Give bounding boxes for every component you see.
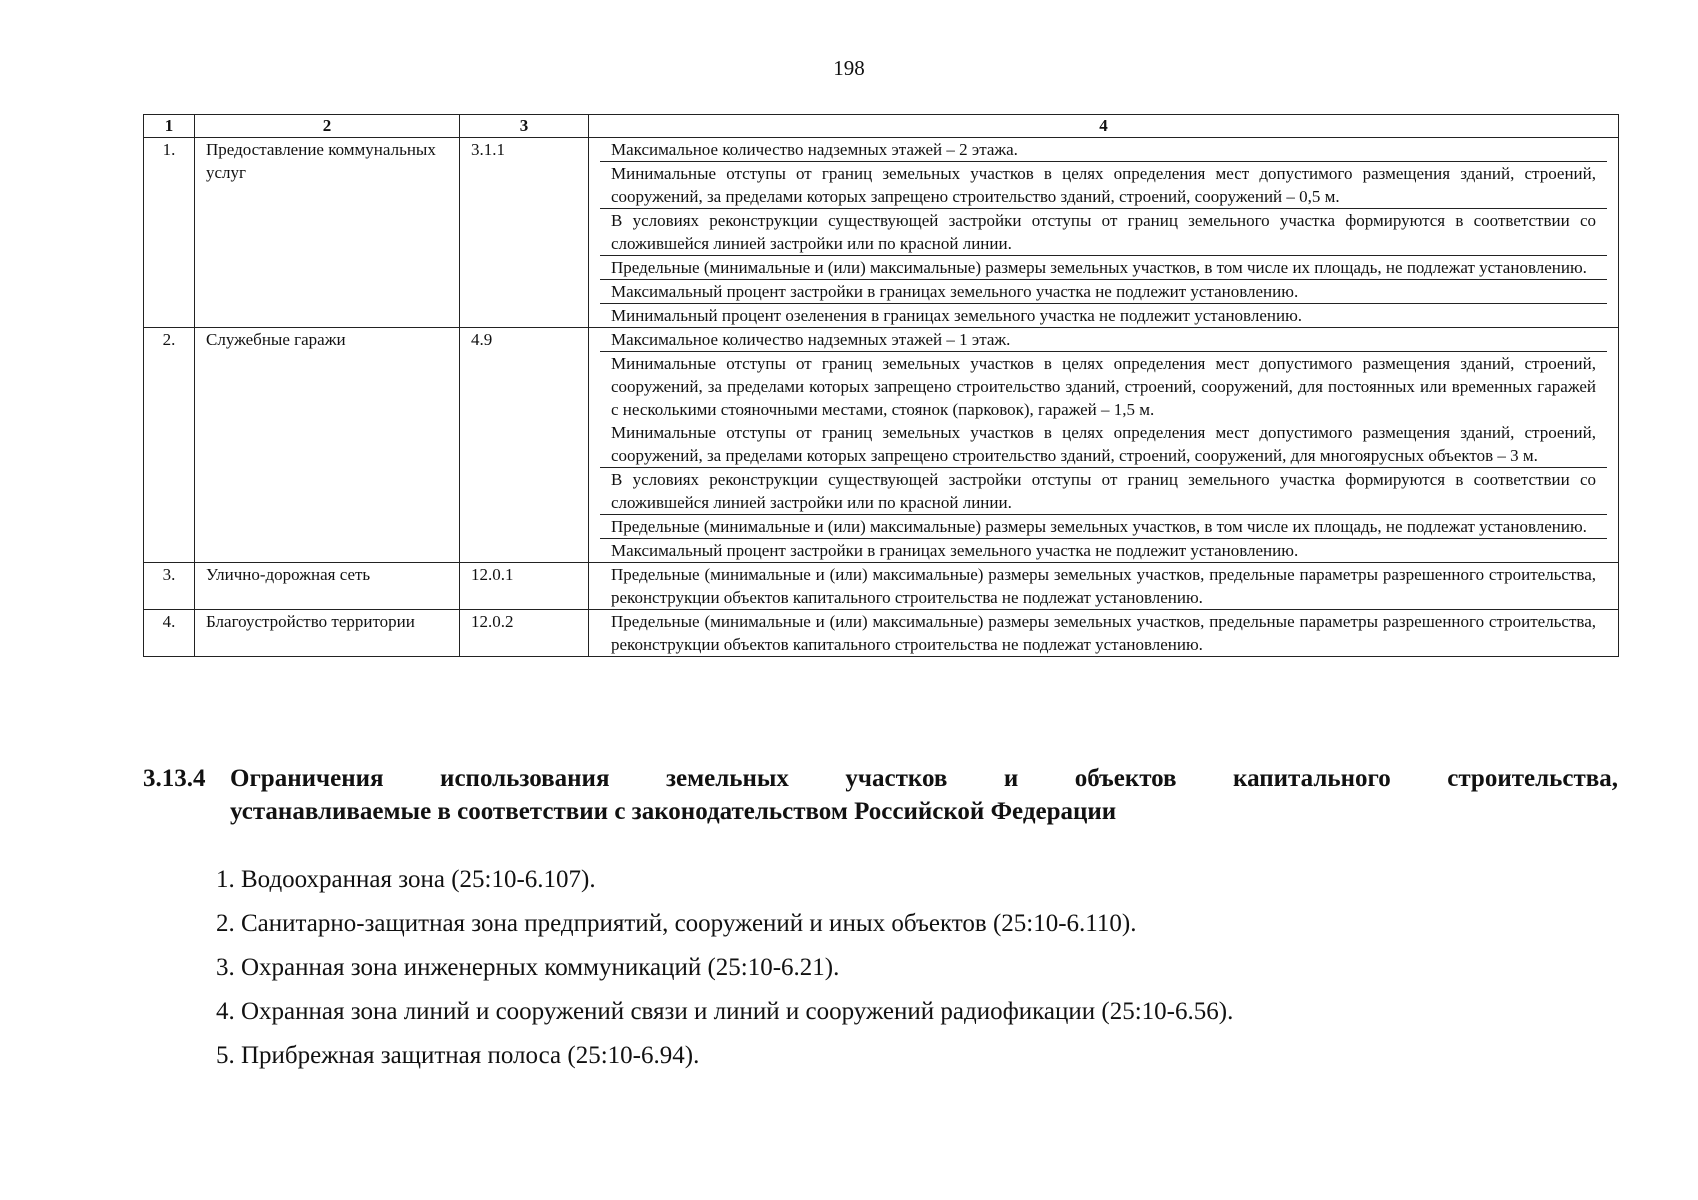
use-type-code: 12.0.1: [460, 563, 589, 610]
table-header-row: [144, 115, 1619, 138]
parameter-text: Предельные (минимальные и (или) максимальные) размеры земельных участков, предельные параметры разрешенного строительства, реконструкции объектов капитального строительства не подлежат установлению.: [611, 612, 1596, 654]
parameters-cell: [589, 563, 1619, 610]
section-number: 3.13.4: [143, 765, 206, 792]
row-number: 4.: [144, 610, 195, 657]
parameter-text: В условиях реконструкции существующей застройки отступы от границ земельного участка формируются в соответствии со сложившейся линией застройки или по красной линии.: [600, 208, 1607, 255]
use-type-code: 4.9: [460, 328, 589, 563]
table-row: [144, 328, 1619, 563]
parameter-text: Минимальные отступы от границ земельных участков в целях определения мест допустимого размещения зданий, строений, сооружений, за пределами которых запрещено строительство зданий, строений, сооружений, для постоянных или временных гаражей с несколькими стояночными местами, стоянок (парковок), гаражей – 1,5 м.: [600, 351, 1607, 421]
use-type-name: Предоставление коммунальных услуг: [195, 138, 460, 328]
parameters-cell: [589, 610, 1619, 657]
list-item: 3. Охранная зона инженерных коммуникаций (25:10-6.21).: [216, 954, 840, 981]
use-type-code: 3.1.1: [460, 138, 589, 328]
parameter-text: Максимальное количество надземных этажей – 1 этаж.: [611, 330, 1011, 349]
use-type-name: Благоустройство территории: [195, 610, 460, 657]
list-item: 2. Санитарно-защитная зона предприятий, сооружений и иных объектов (25:10-6.110).: [216, 910, 1137, 937]
parameter-text: Максимальное количество надземных этажей – 2 этажа.: [611, 140, 1018, 159]
parameter-text: Предельные (минимальные и (или) максимальные) размеры земельных участков, предельные параметры разрешенного строительства, реконструкции объектов капитального строительства не подлежат установлению.: [611, 565, 1596, 607]
column-header: 3: [460, 115, 589, 138]
section-title-line: Ограничения использования земельных участков и объектов капитального строительства,: [230, 765, 1618, 792]
list-item: 5. Прибрежная защитная полоса (25:10-6.94).: [216, 1042, 700, 1069]
parameter-text: В условиях реконструкции существующей застройки отступы от границ земельного участка формируются в соответствии со сложившейся линией застройки или по красной линии.: [600, 467, 1607, 514]
section-heading: [143, 762, 1618, 828]
list-item: 1. Водоохранная зона (25:10-6.107).: [216, 866, 596, 893]
row-number: 1.: [144, 138, 195, 328]
regulations-table: [143, 114, 1619, 657]
parameter-text: Предельные (минимальные и (или) максимальные) размеры земельных участков, в том числе их площадь, не подлежат установлению.: [600, 514, 1607, 538]
table-row: [144, 138, 1619, 328]
list-item: 4. Охранная зона линий и сооружений связи и линий и сооружений радиофикации (25:10-6.56).: [216, 998, 1234, 1025]
table-row: [144, 563, 1619, 610]
row-number: 2.: [144, 328, 195, 563]
table-row: [144, 610, 1619, 657]
parameter-text: Минимальные отступы от границ земельных участков в целях определения мест допустимого размещения зданий, строений, сооружений, за пределами которых запрещено строительство зданий, строений, сооружений, для многоярусных объектов – 3 м.: [611, 423, 1596, 465]
page-number: 198: [833, 56, 865, 80]
section-title-line: устанавливаемые в соответствии с законодательством Российской Федерации: [230, 798, 1117, 825]
parameter-text: Максимальный процент застройки в границах земельного участка не подлежит установлению.: [600, 538, 1607, 562]
section-title: [230, 762, 1618, 828]
parameter-text: Предельные (минимальные и (или) максимальные) размеры земельных участков, в том числе их площадь, не подлежат установлению.: [600, 255, 1607, 279]
column-header: 2: [195, 115, 460, 138]
parameter-text: Минимальный процент озеленения в границах земельного участка не подлежит установлению.: [600, 303, 1607, 327]
parameters-cell: [589, 328, 1619, 563]
use-type-name: Служебные гаражи: [195, 328, 460, 563]
use-type-name: Улично-дорожная сеть: [195, 563, 460, 610]
row-number: 3.: [144, 563, 195, 610]
parameters-cell: [589, 138, 1619, 328]
use-type-code: 12.0.2: [460, 610, 589, 657]
column-header: 4: [589, 115, 1619, 138]
column-header: 1: [144, 115, 195, 138]
parameter-text: Минимальные отступы от границ земельных участков в целях определения мест допустимого размещения зданий, строений, сооружений, за пределами которых запрещено строительство зданий, строений, сооружений – 0,5 м.: [600, 161, 1607, 208]
restrictions-list: [216, 858, 1616, 1078]
parameter-text: Максимальный процент застройки в границах земельного участка не подлежит установлению.: [600, 279, 1607, 303]
